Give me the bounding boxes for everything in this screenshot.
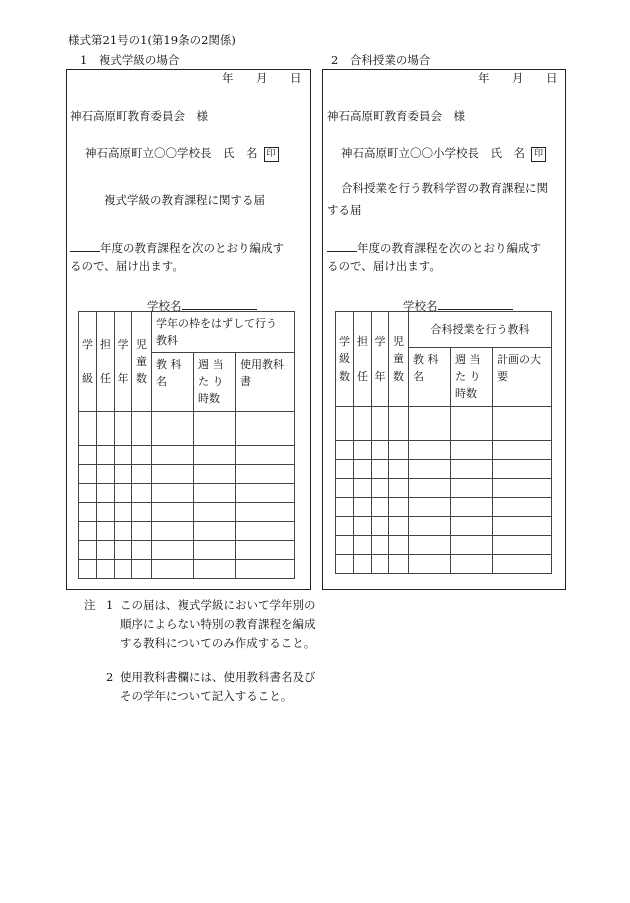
s2-body-line2: るので、届け出ます。 xyxy=(327,259,441,273)
table-cell[interactable] xyxy=(236,465,295,484)
section-1-heading: 1 複式学級の場合 xyxy=(80,53,180,67)
table-cell[interactable] xyxy=(79,503,97,522)
s2-sender-prefix: 神石高原町立〇〇小学校長 xyxy=(341,146,479,160)
table-cell[interactable] xyxy=(372,407,389,441)
s2-group-header: 合科授業を行う教科 xyxy=(409,312,552,348)
s1-col-d-header: 児 童 数 xyxy=(132,312,152,412)
table-cell[interactable] xyxy=(372,517,389,536)
table-cell[interactable] xyxy=(389,536,409,555)
table-cell[interactable] xyxy=(132,560,152,579)
table-cell[interactable] xyxy=(354,536,372,555)
table-row xyxy=(79,446,295,465)
s1-col-a-header: 学 級 xyxy=(79,312,97,412)
table-row xyxy=(336,498,552,517)
table-cell[interactable] xyxy=(97,503,115,522)
table-cell[interactable] xyxy=(132,484,152,503)
table-cell[interactable] xyxy=(194,412,236,446)
s2-date-month: 月 xyxy=(512,71,524,85)
table-cell[interactable] xyxy=(336,407,354,441)
s2-sub-subject: 教 科 名 xyxy=(409,348,451,407)
s2-sub-hours: 週 当 た り 時数 xyxy=(451,348,493,407)
table-cell[interactable] xyxy=(451,555,493,574)
table-cell[interactable] xyxy=(79,465,97,484)
note-1-text: この届は、複式学級において学年別の順序によらない特別の教育課程を編成する教科についてのみ作成すること。 xyxy=(120,598,316,650)
table-row xyxy=(79,412,295,446)
table-cell[interactable] xyxy=(236,446,295,465)
table-cell[interactable] xyxy=(493,441,552,460)
table-cell[interactable] xyxy=(354,517,372,536)
table-cell[interactable] xyxy=(152,465,194,484)
s1-col-c-header: 学 年 xyxy=(115,312,132,412)
table-cell[interactable] xyxy=(451,498,493,517)
table-cell[interactable] xyxy=(389,441,409,460)
table-cell[interactable] xyxy=(115,541,132,560)
table-cell[interactable] xyxy=(236,522,295,541)
table-cell[interactable] xyxy=(493,536,552,555)
table-cell[interactable] xyxy=(451,460,493,479)
section-2-heading: 2 合科授業の場合 xyxy=(331,53,431,67)
table-cell[interactable] xyxy=(194,560,236,579)
s1-sender-prefix: 神石高原町立〇〇学校長 xyxy=(85,146,212,160)
table-row xyxy=(336,479,552,498)
table-row xyxy=(79,522,295,541)
table-row xyxy=(336,555,552,574)
table-cell[interactable] xyxy=(132,522,152,541)
table-cell[interactable] xyxy=(336,498,354,517)
table-cell[interactable] xyxy=(493,460,552,479)
s2-sub-plan: 計画の大 要 xyxy=(493,348,552,407)
table-cell[interactable] xyxy=(236,484,295,503)
s2-col-a-header: 学 級 数 xyxy=(336,312,354,407)
table-cell[interactable] xyxy=(493,555,552,574)
table-cell[interactable] xyxy=(115,465,132,484)
table-cell[interactable] xyxy=(372,536,389,555)
table-row xyxy=(79,503,295,522)
table-cell[interactable] xyxy=(152,503,194,522)
note-1-num: 1 xyxy=(106,598,114,612)
s1-sub-hours: 週 当 た り 時数 xyxy=(194,353,236,412)
table-cell[interactable] xyxy=(97,465,115,484)
form-code: 様式第21号の1(第19条の2関係) xyxy=(68,33,236,47)
seal-icon: 印 xyxy=(531,147,546,162)
table-row xyxy=(79,541,295,560)
table-cell[interactable] xyxy=(372,460,389,479)
table-cell[interactable] xyxy=(409,441,451,460)
table-cell[interactable] xyxy=(336,460,354,479)
s1-table xyxy=(78,311,295,579)
table-cell[interactable] xyxy=(152,484,194,503)
table-cell[interactable] xyxy=(194,446,236,465)
table-cell[interactable] xyxy=(132,412,152,446)
s1-col-b-header: 担 任 xyxy=(97,312,115,412)
table-cell[interactable] xyxy=(336,517,354,536)
table-cell[interactable] xyxy=(389,407,409,441)
s1-body-line1 xyxy=(70,240,284,255)
s1-sender xyxy=(85,148,279,163)
table-cell[interactable] xyxy=(79,522,97,541)
table-cell[interactable] xyxy=(336,479,354,498)
table-cell[interactable] xyxy=(236,503,295,522)
table-cell[interactable] xyxy=(194,541,236,560)
table-cell[interactable] xyxy=(336,441,354,460)
table-row xyxy=(336,517,552,536)
s2-col-d-header: 児 童 数 xyxy=(389,312,409,407)
s2-table-body xyxy=(336,407,552,574)
s1-date-month: 月 xyxy=(256,71,268,85)
table-cell[interactable] xyxy=(132,465,152,484)
table-cell[interactable] xyxy=(389,460,409,479)
table-cell[interactable] xyxy=(152,412,194,446)
s1-title: 複式学級の教育課程に関する届 xyxy=(104,193,265,207)
table-row xyxy=(336,536,552,555)
table-cell[interactable] xyxy=(409,460,451,479)
s2-school-blank xyxy=(438,298,513,310)
table-cell[interactable] xyxy=(389,479,409,498)
table-cell[interactable] xyxy=(389,517,409,536)
table-cell[interactable] xyxy=(493,498,552,517)
s1-group-header: 学年の枠をはずして行う 教科 xyxy=(152,312,295,353)
table-cell[interactable] xyxy=(132,503,152,522)
table-cell[interactable] xyxy=(236,412,295,446)
table-cell[interactable] xyxy=(336,555,354,574)
s1-year-blank xyxy=(70,240,100,252)
s2-date-day: 日 xyxy=(546,71,558,85)
table-row xyxy=(79,560,295,579)
table-cell[interactable] xyxy=(354,460,372,479)
s1-date-year: 年 xyxy=(222,71,234,85)
s1-table-body xyxy=(79,412,295,579)
table-cell[interactable] xyxy=(132,446,152,465)
s2-col-b-header: 担 任 xyxy=(354,312,372,407)
table-cell[interactable] xyxy=(97,446,115,465)
table-cell[interactable] xyxy=(389,498,409,517)
table-cell[interactable] xyxy=(409,536,451,555)
s1-body-line2: るので、届け出ます。 xyxy=(70,259,184,273)
seal-icon: 印 xyxy=(264,147,279,162)
s1-addressee: 神石高原町教育委員会 様 xyxy=(70,109,208,123)
table-cell[interactable] xyxy=(336,536,354,555)
table-cell[interactable] xyxy=(115,522,132,541)
table-cell[interactable] xyxy=(409,498,451,517)
s2-year-blank xyxy=(327,240,357,252)
s2-sender xyxy=(341,148,546,163)
table-cell[interactable] xyxy=(451,517,493,536)
table-cell[interactable] xyxy=(372,441,389,460)
table-cell[interactable] xyxy=(354,479,372,498)
table-cell[interactable] xyxy=(97,560,115,579)
table-cell[interactable] xyxy=(372,479,389,498)
s1-sub-subject: 教 科 名 xyxy=(152,353,194,412)
notes-label: 注 xyxy=(84,598,96,612)
note-2-text: 使用教科書欄には、使用教科書名及びその学年について記入すること。 xyxy=(120,670,316,703)
s1-school-label: 学校名 xyxy=(147,299,182,313)
s1-school-blank xyxy=(182,298,257,310)
table-cell[interactable] xyxy=(493,479,552,498)
table-row xyxy=(79,484,295,503)
s2-body-text1: 年度の教育課程を次のとおり編成す xyxy=(357,241,541,255)
table-cell[interactable] xyxy=(115,503,132,522)
table-row xyxy=(336,460,552,479)
table-cell[interactable] xyxy=(409,479,451,498)
table-cell[interactable] xyxy=(79,412,97,446)
table-cell[interactable] xyxy=(389,555,409,574)
table-cell[interactable] xyxy=(451,536,493,555)
table-cell[interactable] xyxy=(493,407,552,441)
table-cell[interactable] xyxy=(115,560,132,579)
table-cell[interactable] xyxy=(236,560,295,579)
table-cell[interactable] xyxy=(354,555,372,574)
s1-body-text1: 年度の教育課程を次のとおり編成す xyxy=(100,241,284,255)
note-2-num: 2 xyxy=(106,670,114,684)
table-row xyxy=(336,407,552,441)
s1-sender-name-label: 氏 名 xyxy=(223,146,258,160)
table-row xyxy=(336,441,552,460)
table-cell[interactable] xyxy=(236,541,295,560)
table-cell[interactable] xyxy=(115,446,132,465)
table-cell[interactable] xyxy=(354,407,372,441)
table-cell[interactable] xyxy=(194,503,236,522)
s2-sender-name-label: 氏 名 xyxy=(490,146,525,160)
s2-title-line1: 合科授業を行う教科学習の教育課程に関 xyxy=(341,181,548,195)
table-cell[interactable] xyxy=(152,522,194,541)
table-cell[interactable] xyxy=(152,560,194,579)
table-cell[interactable] xyxy=(152,541,194,560)
table-cell[interactable] xyxy=(354,498,372,517)
s2-table xyxy=(335,311,552,574)
table-cell[interactable] xyxy=(97,412,115,446)
table-cell[interactable] xyxy=(132,541,152,560)
table-cell[interactable] xyxy=(451,479,493,498)
table-cell[interactable] xyxy=(97,484,115,503)
table-cell[interactable] xyxy=(194,465,236,484)
table-cell[interactable] xyxy=(79,484,97,503)
table-cell[interactable] xyxy=(409,555,451,574)
table-cell[interactable] xyxy=(409,517,451,536)
table-cell[interactable] xyxy=(409,407,451,441)
s2-school-label: 学校名 xyxy=(403,299,438,313)
s2-date-year: 年 xyxy=(478,71,490,85)
table-cell[interactable] xyxy=(372,555,389,574)
table-cell[interactable] xyxy=(97,522,115,541)
table-cell[interactable] xyxy=(152,446,194,465)
table-cell[interactable] xyxy=(354,441,372,460)
s2-addressee: 神石高原町教育委員会 様 xyxy=(327,109,465,123)
table-cell[interactable] xyxy=(493,517,552,536)
s2-col-c-header: 学 年 xyxy=(372,312,389,407)
table-cell[interactable] xyxy=(194,484,236,503)
table-cell[interactable] xyxy=(372,498,389,517)
table-cell[interactable] xyxy=(115,484,132,503)
s1-sub-textbook: 使用教科 書 xyxy=(236,353,295,412)
table-cell[interactable] xyxy=(194,522,236,541)
table-cell[interactable] xyxy=(115,412,132,446)
table-cell[interactable] xyxy=(451,407,493,441)
table-cell[interactable] xyxy=(79,560,97,579)
table-row xyxy=(79,465,295,484)
table-cell[interactable] xyxy=(97,541,115,560)
s2-title-line2: する届 xyxy=(327,203,362,217)
s1-date-day: 日 xyxy=(290,71,302,85)
table-cell[interactable] xyxy=(79,446,97,465)
table-cell[interactable] xyxy=(79,541,97,560)
s2-body-line1 xyxy=(327,240,541,255)
table-cell[interactable] xyxy=(451,441,493,460)
